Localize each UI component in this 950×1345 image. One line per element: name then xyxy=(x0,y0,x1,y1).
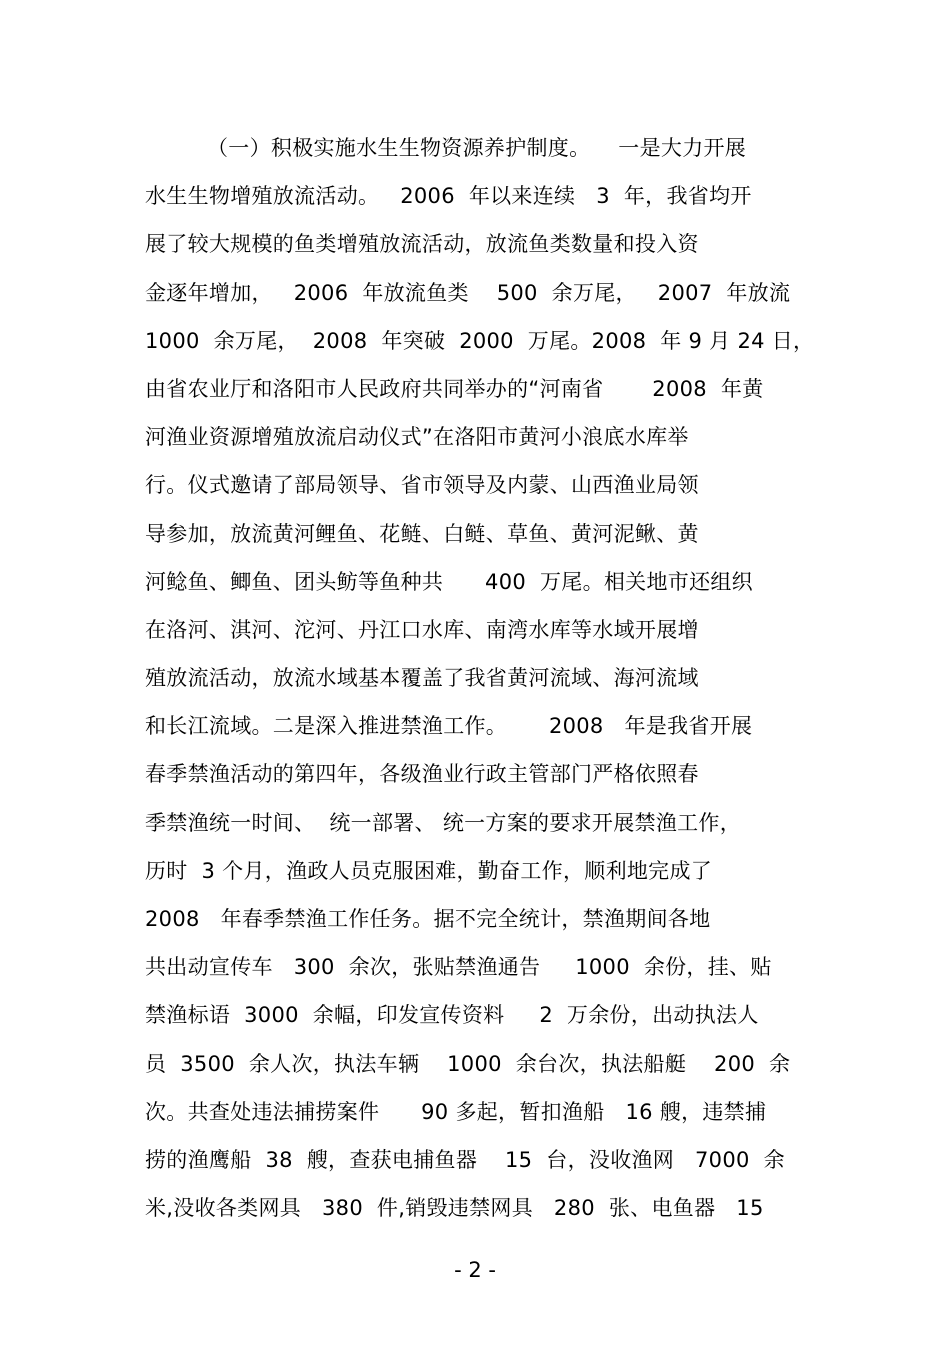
text-line: 和长江流域。二是深入推进禁渔工作。 2008 年是我省开展 xyxy=(145,714,753,739)
text-line: 春季禁渔活动的第四年，各级渔业行政主管部门严格依照春 xyxy=(145,762,699,787)
text-line: 导参加，放流黄河鲤鱼、花鲢、白鲢、草鱼、黄河泥鳅、黄 xyxy=(145,521,699,546)
text-line: 历时 3 个月，渔政人员克服困难，勤奋工作，顺利地完成了 xyxy=(145,858,713,883)
text-line: 共出动宣传车 300 余次，张贴禁渔通告 1000 余份，挂、贴 xyxy=(145,955,772,980)
text-line: 在洛河、淇河、沱河、丹江口水库、南湾水库等水域开展增 xyxy=(145,617,699,642)
text-line: 河渔业资源增殖放流启动仪式”在洛阳市黄河小浪底水库举 xyxy=(145,425,689,450)
text-line: 由省农业厅和洛阳市人民政府共同举办的“河南省 2008 年黄 xyxy=(145,376,764,401)
text-line: 河鲶鱼、鲫鱼、团头鲂等鱼种共 400 万尾。相关地市还组织 xyxy=(145,569,753,594)
text-line: 季禁渔统一时间、 统一部署、 统一方案的要求开展禁渔工作， xyxy=(145,810,742,835)
text-line: 次。共查处违法捕捞案件 90 多起，暂扣渔船 16 艘，违禁捕 xyxy=(145,1099,767,1124)
text-line: 金逐年增加， 2006 年放流鱼类 500 余万尾， 2007 年放流 xyxy=(145,280,791,305)
text-line: 禁渔标语 3000 余幅，印发宣传资料 2 万余份，出动执法人 xyxy=(145,1003,759,1028)
text-line: 水生生物增殖放流活动。 2006 年以来连续 3 年，我省均开 xyxy=(145,184,752,209)
text-line: 员 3500 余人次，执法车辆 1000 余台次，执法船艇 200 余 xyxy=(145,1051,791,1076)
text-line: 殖放流活动，放流水域基本覆盖了我省黄河流域、海河流域 xyxy=(145,666,699,691)
page-number: - 2 - xyxy=(454,1258,496,1282)
document-body xyxy=(145,124,815,1232)
text-line: 捞的渔鹰船 38 艘，查获电捕鱼器 15 台，没收渔网 7000 余 xyxy=(145,1147,785,1172)
text-line: 1000 余万尾， 2008 年突破 2000 万尾。2008 年 9 月 24 日， xyxy=(145,328,815,353)
text-line: （一）积极实施水生生物资源养护制度。 一是大力开展 xyxy=(207,136,747,160)
text-line: 2008 年春季禁渔工作任务。据不完全统计，禁渔期间各地 xyxy=(145,907,711,931)
text-line: 米,没收各类网具 380 件,销毁违禁网具 280 张、电鱼器 15 xyxy=(145,1196,764,1221)
text-line: 展了较大规模的鱼类增殖放流活动，放流鱼类数量和投入资 xyxy=(145,232,699,257)
text-line: 行。仪式邀请了部局领导、省市领导及内蒙、山西渔业局领 xyxy=(145,473,699,498)
